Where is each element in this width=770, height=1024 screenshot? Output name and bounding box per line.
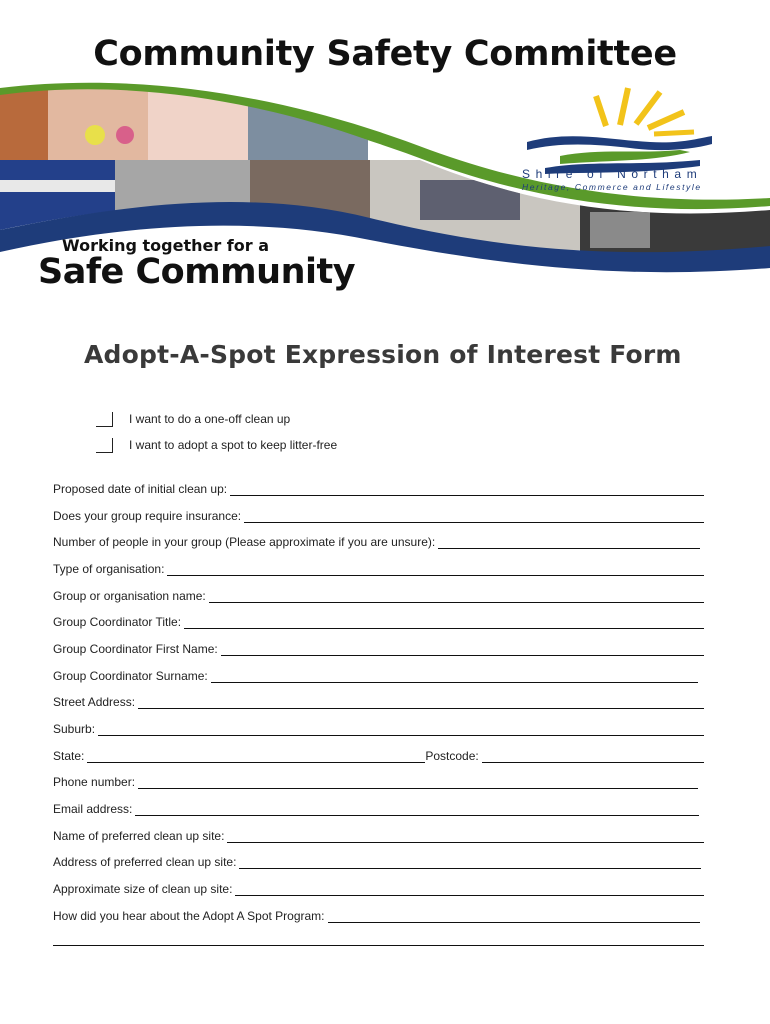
field-suburb[interactable] [53, 720, 704, 736]
sun-over-river-icon [527, 88, 712, 174]
state-input-line[interactable] [87, 750, 425, 763]
logo-tagline: Heritage, Commerce and Lifestyle [522, 182, 702, 192]
form-title: Adopt-A-Spot Expression of Interest Form [84, 340, 682, 369]
field-initial-clean-up-date[interactable] [53, 480, 704, 496]
input-line[interactable] [98, 723, 704, 736]
input-line[interactable] [209, 590, 704, 603]
input-line[interactable] [328, 910, 700, 923]
checkbox-one-off[interactable] [96, 412, 113, 427]
field-label: Number of people in your group (Please approximate if you are unsure): [53, 535, 436, 549]
input-line[interactable] [230, 483, 704, 496]
field-label: Email address: [53, 802, 133, 816]
logo-name: Shire of Northam [522, 167, 703, 181]
checkbox-label: I want to adopt a spot to keep litter-free [129, 438, 338, 452]
extra-answer-line[interactable] [53, 945, 704, 946]
field-heard-about-program[interactable] [53, 907, 700, 923]
field-street-address[interactable] [53, 693, 704, 709]
field-number-of-people[interactable] [53, 533, 700, 549]
field-coordinator-surname[interactable] [53, 667, 698, 683]
field-label: Postcode: [425, 749, 479, 763]
checkbox-label: I want to do a one-off clean up [129, 412, 291, 426]
input-line[interactable] [138, 776, 698, 789]
checkbox-row-one-off[interactable] [96, 410, 290, 428]
field-organisation-type[interactable] [53, 560, 704, 576]
field-label: Group Coordinator Surname: [53, 669, 208, 683]
postcode-input-line[interactable] [482, 750, 704, 763]
field-preferred-site-address[interactable] [53, 853, 701, 869]
input-line[interactable] [227, 830, 704, 843]
field-label: Street Address: [53, 695, 136, 709]
input-line[interactable] [211, 670, 698, 683]
field-label: Group or organisation name: [53, 589, 206, 603]
field-label: Name of preferred clean up site: [53, 829, 225, 843]
field-label: Does your group require insurance: [53, 509, 242, 523]
input-line[interactable] [438, 536, 700, 549]
tagline-small: Working together for a [62, 236, 270, 255]
input-line[interactable] [244, 510, 704, 523]
field-label: Phone number: [53, 775, 136, 789]
field-organisation-name[interactable] [53, 587, 704, 603]
field-phone-number[interactable] [53, 773, 698, 789]
field-label: How did you hear about the Adopt A Spot Program: [53, 909, 325, 923]
checkbox-row-adopt[interactable] [96, 436, 337, 454]
field-label: Group Coordinator First Name: [53, 642, 218, 656]
field-state-postcode[interactable] [53, 747, 704, 763]
field-label: State: [53, 749, 85, 763]
input-line[interactable] [221, 643, 704, 656]
field-site-size[interactable] [53, 880, 704, 896]
field-email-address[interactable] [53, 800, 699, 816]
input-line[interactable] [138, 696, 704, 709]
field-label: Group Coordinator Title: [53, 615, 182, 629]
field-label: Type of organisation: [53, 562, 165, 576]
field-label: Suburb: [53, 722, 96, 736]
tagline-big: Safe Community [38, 252, 356, 292]
field-coordinator-title[interactable] [53, 613, 704, 629]
field-label: Approximate size of clean up site: [53, 882, 233, 896]
field-coordinator-first-name[interactable] [53, 640, 704, 656]
field-label: Address of preferred clean up site: [53, 855, 237, 869]
page-title: Community Safety Committee [93, 34, 677, 74]
input-line[interactable] [239, 856, 701, 869]
field-insurance[interactable] [53, 507, 704, 523]
input-line[interactable] [135, 803, 699, 816]
checkbox-adopt[interactable] [96, 438, 113, 453]
field-label: Proposed date of initial clean up: [53, 482, 228, 496]
input-line[interactable] [235, 883, 704, 896]
input-line[interactable] [167, 563, 704, 576]
input-line[interactable] [184, 616, 704, 629]
field-preferred-site-name[interactable] [53, 827, 704, 843]
